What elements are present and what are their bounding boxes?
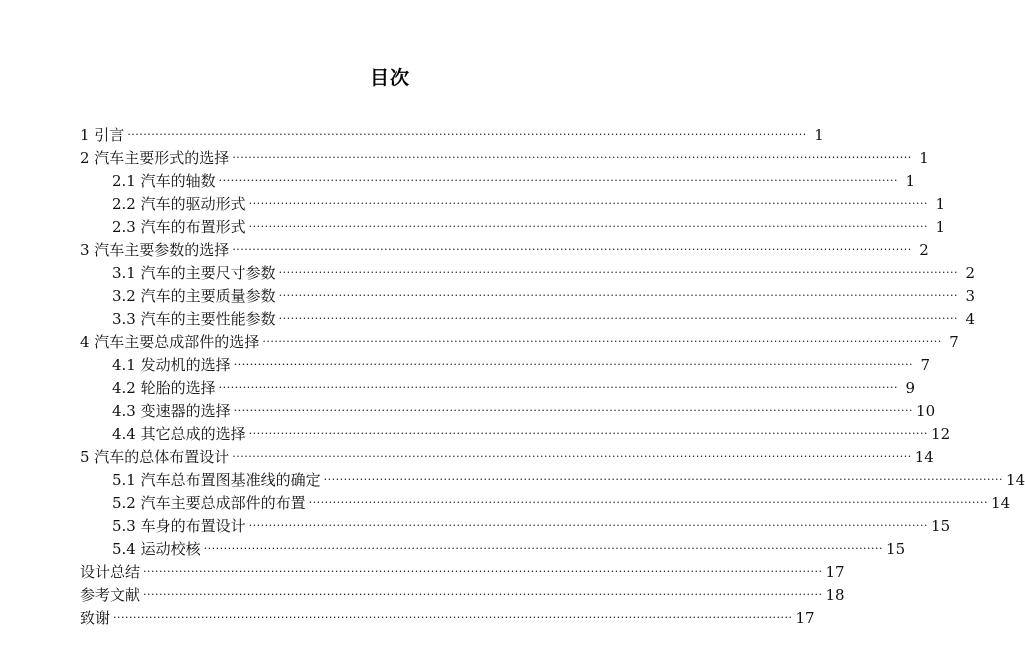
toc-entry-label: 3 汽车主要参数的选择	[80, 241, 230, 259]
toc-entry[interactable]	[80, 560, 845, 583]
toc-entry-page: 17	[795, 608, 815, 627]
leader-dots: ··········································································································································································	[143, 565, 823, 578]
toc-entry-label: 4.2 轮胎的选择	[112, 379, 216, 397]
toc-entry[interactable]	[112, 491, 1011, 514]
toc-entry-page: 3	[965, 286, 976, 305]
toc-entry[interactable]	[80, 330, 959, 353]
toc-entry-label: 3.1 汽车的主要尺寸参数	[112, 264, 276, 282]
toc-entry-label: 4.1 发动机的选择	[112, 356, 231, 374]
toc-entry[interactable]	[112, 307, 976, 330]
toc-entry-label: 5.2 汽车主要总成部件的布置	[112, 494, 306, 512]
toc-entry[interactable]	[112, 376, 916, 399]
toc-entry-label: 5 汽车的总体布置设计	[80, 448, 230, 466]
leader-dots: ··········································································································································································	[127, 128, 807, 141]
toc-entry-label: 参考文献	[80, 586, 141, 604]
toc-entry-page: 2	[919, 240, 929, 259]
toc-entry[interactable]	[112, 284, 976, 307]
toc-entry-label: 2 汽车主要形式的选择	[80, 149, 230, 167]
toc-entry-page: 10	[916, 401, 936, 420]
toc-entry-page: 12	[931, 424, 951, 443]
toc-entry[interactable]	[112, 422, 951, 445]
leader-dots: ··········································································································································································	[203, 542, 884, 555]
toc-entry-label: 2.1 汽车的轴数	[112, 172, 216, 190]
toc-entry-label: 4 汽车主要总成部件的选择	[80, 333, 260, 351]
toc-entry[interactable]	[112, 514, 951, 537]
toc-entry[interactable]	[112, 261, 976, 284]
leader-dots: ··········································································································································································	[218, 174, 899, 187]
leader-dots: ··········································································································································································	[248, 427, 929, 440]
toc-entry-page: 15	[886, 539, 906, 558]
toc-entry-page: 1	[814, 125, 824, 144]
toc-entry-page: 14	[991, 493, 1011, 512]
toc-entry[interactable]	[80, 583, 845, 606]
toc-entry-page: 15	[931, 516, 951, 535]
toc-entry[interactable]	[80, 445, 934, 468]
leader-dots: ··········································································································································································	[218, 381, 899, 394]
leader-dots: ··········································································································································································	[232, 243, 912, 256]
leader-dots: ··········································································································································································	[113, 611, 793, 624]
toc-entry-label: 致谢	[80, 609, 111, 627]
toc-entry-label: 4.3 变速器的选择	[112, 402, 231, 420]
toc-entry[interactable]	[80, 146, 929, 169]
leader-dots: ··········································································································································································	[143, 588, 823, 601]
toc-entry-label: 5.4 运动校核	[112, 540, 201, 558]
toc-entry-label: 5.3 车身的布置设计	[112, 517, 246, 535]
toc-entry-label: 3.2 汽车的主要质量参数	[112, 287, 276, 305]
toc-entry-page: 1	[919, 148, 929, 167]
leader-dots: ··········································································································································································	[233, 404, 914, 417]
toc-entry-page: 4	[965, 309, 976, 328]
toc-entry[interactable]	[112, 537, 906, 560]
leader-dots: ··········································································································································································	[248, 220, 929, 233]
leader-dots: ··········································································································································································	[278, 289, 959, 302]
toc-entry-page: 14	[914, 447, 934, 466]
toc-entry[interactable]	[112, 215, 946, 238]
toc-entry[interactable]	[80, 123, 824, 146]
toc-entry-label: 5.1 汽车总布置图基准线的确定	[112, 471, 321, 489]
toc-entry[interactable]	[80, 238, 929, 261]
leader-dots: ··········································································································································································	[262, 335, 942, 348]
toc-entry[interactable]	[112, 399, 936, 422]
toc-entry-page: 17	[825, 562, 845, 581]
toc-entry-label: 3.3 汽车的主要性能参数	[112, 310, 276, 328]
toc-entry-page: 7	[920, 355, 931, 374]
toc-entry[interactable]	[112, 169, 916, 192]
leader-dots: ··········································································································································································	[278, 266, 959, 279]
toc-entry-label: 设计总结	[80, 563, 141, 581]
leader-dots: ··········································································································································································	[248, 197, 929, 210]
toc-entry[interactable]	[80, 606, 815, 629]
leader-dots: ··········································································································································································	[232, 450, 912, 463]
leader-dots: ··········································································································································································	[308, 496, 989, 509]
toc-entry[interactable]	[112, 192, 946, 215]
toc-entry-page: 1	[935, 194, 946, 213]
toc-entry-page: 1	[935, 217, 946, 236]
toc-entry-label: 4.4 其它总成的选择	[112, 425, 246, 443]
toc-entry-page: 14	[1006, 470, 1025, 489]
leader-dots: ··········································································································································································	[278, 312, 959, 325]
toc-entry[interactable]	[112, 353, 931, 376]
leader-dots: ··········································································································································································	[232, 151, 912, 164]
toc-entry-page: 9	[905, 378, 916, 397]
leader-dots: ··········································································································································································	[323, 473, 1004, 486]
leader-dots: ··········································································································································································	[248, 519, 929, 532]
leader-dots: ··········································································································································································	[233, 358, 914, 371]
toc-entry-label: 1 引言	[80, 126, 125, 144]
toc-entry-label: 2.2 汽车的驱动形式	[112, 195, 246, 213]
toc-entry[interactable]	[112, 468, 1025, 491]
toc-entry-page: 1	[905, 171, 916, 190]
toc-title: 目次	[369, 67, 410, 89]
toc-entry-label: 2.3 汽车的布置形式	[112, 218, 246, 236]
toc-entry-page: 18	[825, 585, 845, 604]
toc-entry-page: 7	[949, 332, 959, 351]
toc-entry-page: 2	[965, 263, 976, 282]
